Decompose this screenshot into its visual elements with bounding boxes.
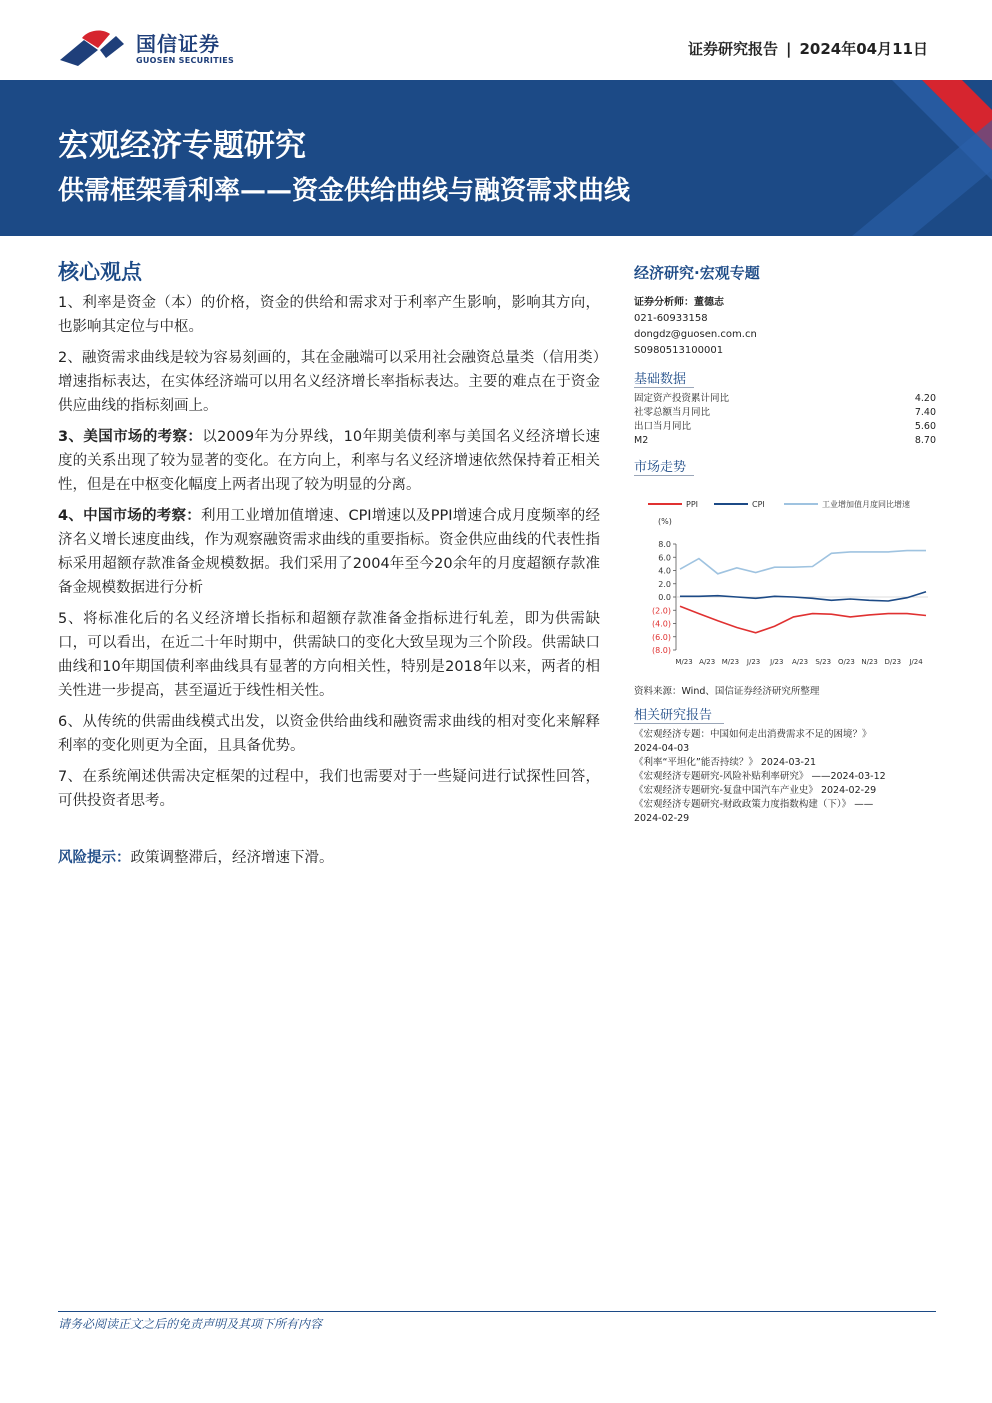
risk-text: 政策调整滞后，经济增速下滑。 [130,850,334,866]
document-meta [688,38,928,59]
guosen-logo-icon [58,28,128,70]
report-category: 经济研究·宏观专题 [634,264,760,282]
logo-name-cn: 国信证券 [136,32,220,56]
x-tick-label: A/23 [791,658,809,666]
y-axis-label: (%) [658,517,672,526]
core-points [58,291,600,820]
analyst-info [634,295,757,359]
report-date: 2024年04月11日 [799,40,928,58]
y-tick-label: 2.0 [658,579,671,589]
y-tick-label: (6.0) [652,632,671,642]
x-tick-label: J/23 [746,658,761,666]
x-tick-label: D/23 [884,658,902,666]
y-tick-label: 4.0 [658,566,671,576]
risk-warning [58,846,334,867]
list-item[interactable]: 《宏观经济专题研究-财政政策力度指数构建（下）》 —— [634,799,874,810]
core-point: 7、在系统阐述供需决定框架的过程中，我们也需要对于一些疑问进行试探性回答，可供投资者思考。 [58,769,600,809]
series-line [680,592,926,601]
legend-label: CPI [752,500,765,509]
x-tick-label: N/23 [861,658,878,666]
list-item[interactable]: 《宏观经济专题：中国如何走出消费需求不足的困境？》 [634,729,872,740]
basic-data-section [634,368,936,388]
section-underline [634,387,694,388]
series-line [680,551,926,574]
list-item[interactable]: 《宏观经济专题研究-复盘中国汽车产业史》 2024-02-29 [634,785,877,796]
market-trend-heading: 市场走势 [634,460,687,475]
x-tick-label: O/23 [838,658,855,666]
logo-name-en: GUOSEN SECURITIES [136,56,235,65]
title-banner [0,80,992,236]
legend-label: PPI [686,500,699,509]
list-item: 2024-04-03 [634,743,690,754]
y-tick-label: 6.0 [658,553,671,563]
legend-label: 工业增加值月度同比增速 [822,500,910,509]
list-item: 2024-02-29 [634,813,690,824]
core-point: 2、融资需求曲线是较为容易刻画的，其在金融端可以采用社会融资总量类（信用类）增速指标表达，在实体经济端可以用名义经济增长率指标表达。主要的难点在于资金供应曲线的指标刻画上。 [58,350,600,414]
list-item[interactable]: 《宏观经济专题研究-风险补贴利率研究》 ——2024-03-12 [634,771,886,782]
series-line [680,606,926,633]
x-tick-label: S/23 [815,658,832,666]
footer-disclaimer: 请务必阅读正文之后的免责声明及其项下所有内容 [58,1317,323,1331]
analyst-email[interactable]: dongdz@guosen.com.cn [634,329,757,340]
report-type: 证券研究报告 [688,40,779,58]
table-row: 社零总额当月同比 7.40 [634,407,936,418]
related-reports-list [634,728,936,826]
meta-separator: | [786,40,792,58]
guosen-logo [58,26,258,70]
y-tick-label: (8.0) [652,646,671,655]
risk-label: 风险提示： [58,850,131,866]
core-point: 6、从传统的供需曲线模式出发，以资金供给曲线和融资需求曲线的相对变化来解释利率的变化则更为全面，且具备优势。 [58,714,600,754]
footer-divider [58,1311,936,1312]
x-tick-label: J/24 [909,658,923,666]
related-reports-section [634,704,936,724]
chart-svg [634,488,936,668]
x-tick-label: J/23 [770,658,784,666]
banner-stripes [852,80,992,236]
section-underline [634,723,724,724]
core-point: 4、中国市场的考察：利用工业增加值增速、CPI增速以及PPI增速合成月度频率的经济名义增长速度曲线，作为观察融资需求曲线的重要指标。资金供应曲线的代表性指标采用超额存款准备金规模数据。我们采用了2004年至今20余年的月度超额存款准备金规模数据进行分析 [58,508,600,596]
y-tick-label: (2.0) [652,606,671,616]
chart-source: 资料来源：Wind、国信证券经济研究所整理 [634,686,820,697]
table-row: 出口当月同比 5.60 [634,421,936,432]
x-tick-label: M/23 [721,658,740,666]
analyst-name: 董德志 [694,297,724,308]
y-tick-label: 8.0 [658,540,671,549]
core-views-heading: 核心观点 [58,260,142,284]
market-trend-section [634,456,936,476]
basic-data-heading: 基础数据 [634,372,687,387]
core-point: 1、利率是资金（本）的价格，资金的供给和需求对于利率产生影响，影响其方向，也影响其定位与中枢。 [58,295,600,335]
analyst-certificate: S0980513100001 [634,345,724,356]
table-row: 固定资产投资累计同比 4.20 [634,393,936,404]
x-tick-label: M/23 [675,658,693,666]
market-trend-chart [634,488,936,668]
report-series-title: 宏观经济专题研究 [58,128,306,164]
y-tick-label: 0.0 [658,593,671,602]
y-tick-label: (4.0) [652,619,671,629]
related-reports-heading: 相关研究报告 [634,708,713,723]
section-underline [634,475,694,476]
core-point: 3、美国市场的考察：以2009年为分界线，10年期美债利率与美国名义经济增长速度的关系出现了较为显著的变化。在方向上，利率与名义经济增速依然保持着正相关性，但是在中枢变化幅度上两者出现了较为明显的分离。 [58,429,600,493]
report-title: 供需框架看利率——资金供给曲线与融资需求曲线 [58,176,631,206]
x-tick-label: A/23 [699,658,716,666]
analyst-phone: 021-60933158 [634,313,708,324]
basic-data-table [634,392,936,448]
table-row: M2 8.70 [634,435,936,446]
list-item[interactable]: 《利率“平坦化”能否持续？》 2024-03-21 [634,757,817,768]
analyst-label: 证券分析师： [634,297,694,308]
core-point: 5、将标准化后的名义经济增长指标和超额存款准备金指标进行轧差，即为供需缺口，可以看出，在近二十年时期中，供需缺口的变化大致呈现为三个阶段。供需缺口曲线和10年期国债利率曲线具有显著的方向相关性，特别是2018年以来，两者的相关性进一步提高，甚至逼近于线性相关性。 [58,611,600,699]
